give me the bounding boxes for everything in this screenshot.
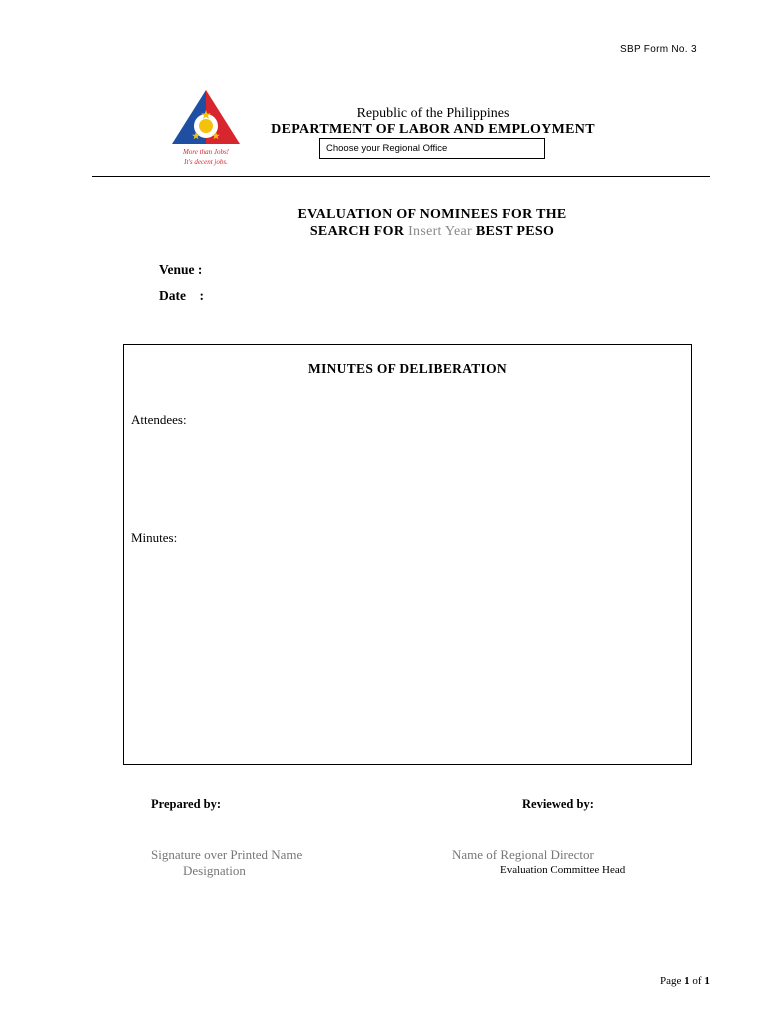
form-title-line2: [200, 224, 664, 240]
deliberation-heading: MINUTES OF DELIBERATION: [308, 361, 507, 376]
date-label: Date :: [159, 288, 204, 303]
regional-office-dropdown[interactable]: Choose your Regional Office: [319, 138, 545, 159]
page-current: 1: [684, 975, 690, 987]
dole-logo: [168, 88, 244, 170]
title-best-peso: BEST PESO: [475, 224, 555, 239]
republic-heading: Republic of the Philippines: [356, 106, 510, 121]
form-title-line1: EVALUATION OF NOMINEES FOR THE: [297, 207, 567, 222]
prepared-designation-placeholder[interactable]: Designation: [183, 863, 246, 878]
reviewed-by-label: Reviewed by:: [522, 797, 594, 811]
attendees-label: Attendees:: [131, 412, 187, 427]
deliberation-box: [123, 344, 692, 765]
logo-sun: [199, 119, 213, 133]
prepared-by-label: Prepared by:: [151, 797, 222, 811]
prepared-name-placeholder[interactable]: Signature over Printed Name: [151, 847, 303, 862]
logo-tagline-1: More than Jobs!: [182, 148, 230, 156]
insert-year-placeholder[interactable]: Insert Year: [408, 224, 473, 239]
page-word: Page: [660, 975, 682, 987]
page-of: of: [692, 975, 702, 987]
minutes-label: Minutes:: [131, 530, 178, 545]
page-number: [660, 975, 710, 987]
logo-tagline-2: It's decent jobs.: [184, 158, 228, 166]
venue-label: Venue :: [159, 262, 203, 277]
form-number: SBP Form No. 3: [620, 44, 697, 55]
title-search-for: SEARCH FOR: [309, 224, 405, 239]
regional-director-placeholder[interactable]: Name of Regional Director: [452, 847, 594, 862]
header-divider: [92, 176, 710, 177]
department-heading: DEPARTMENT OF LABOR AND EMPLOYMENT: [271, 122, 595, 137]
page-total: 1: [704, 975, 710, 987]
reviewer-designation: Evaluation Committee Head: [500, 864, 626, 876]
